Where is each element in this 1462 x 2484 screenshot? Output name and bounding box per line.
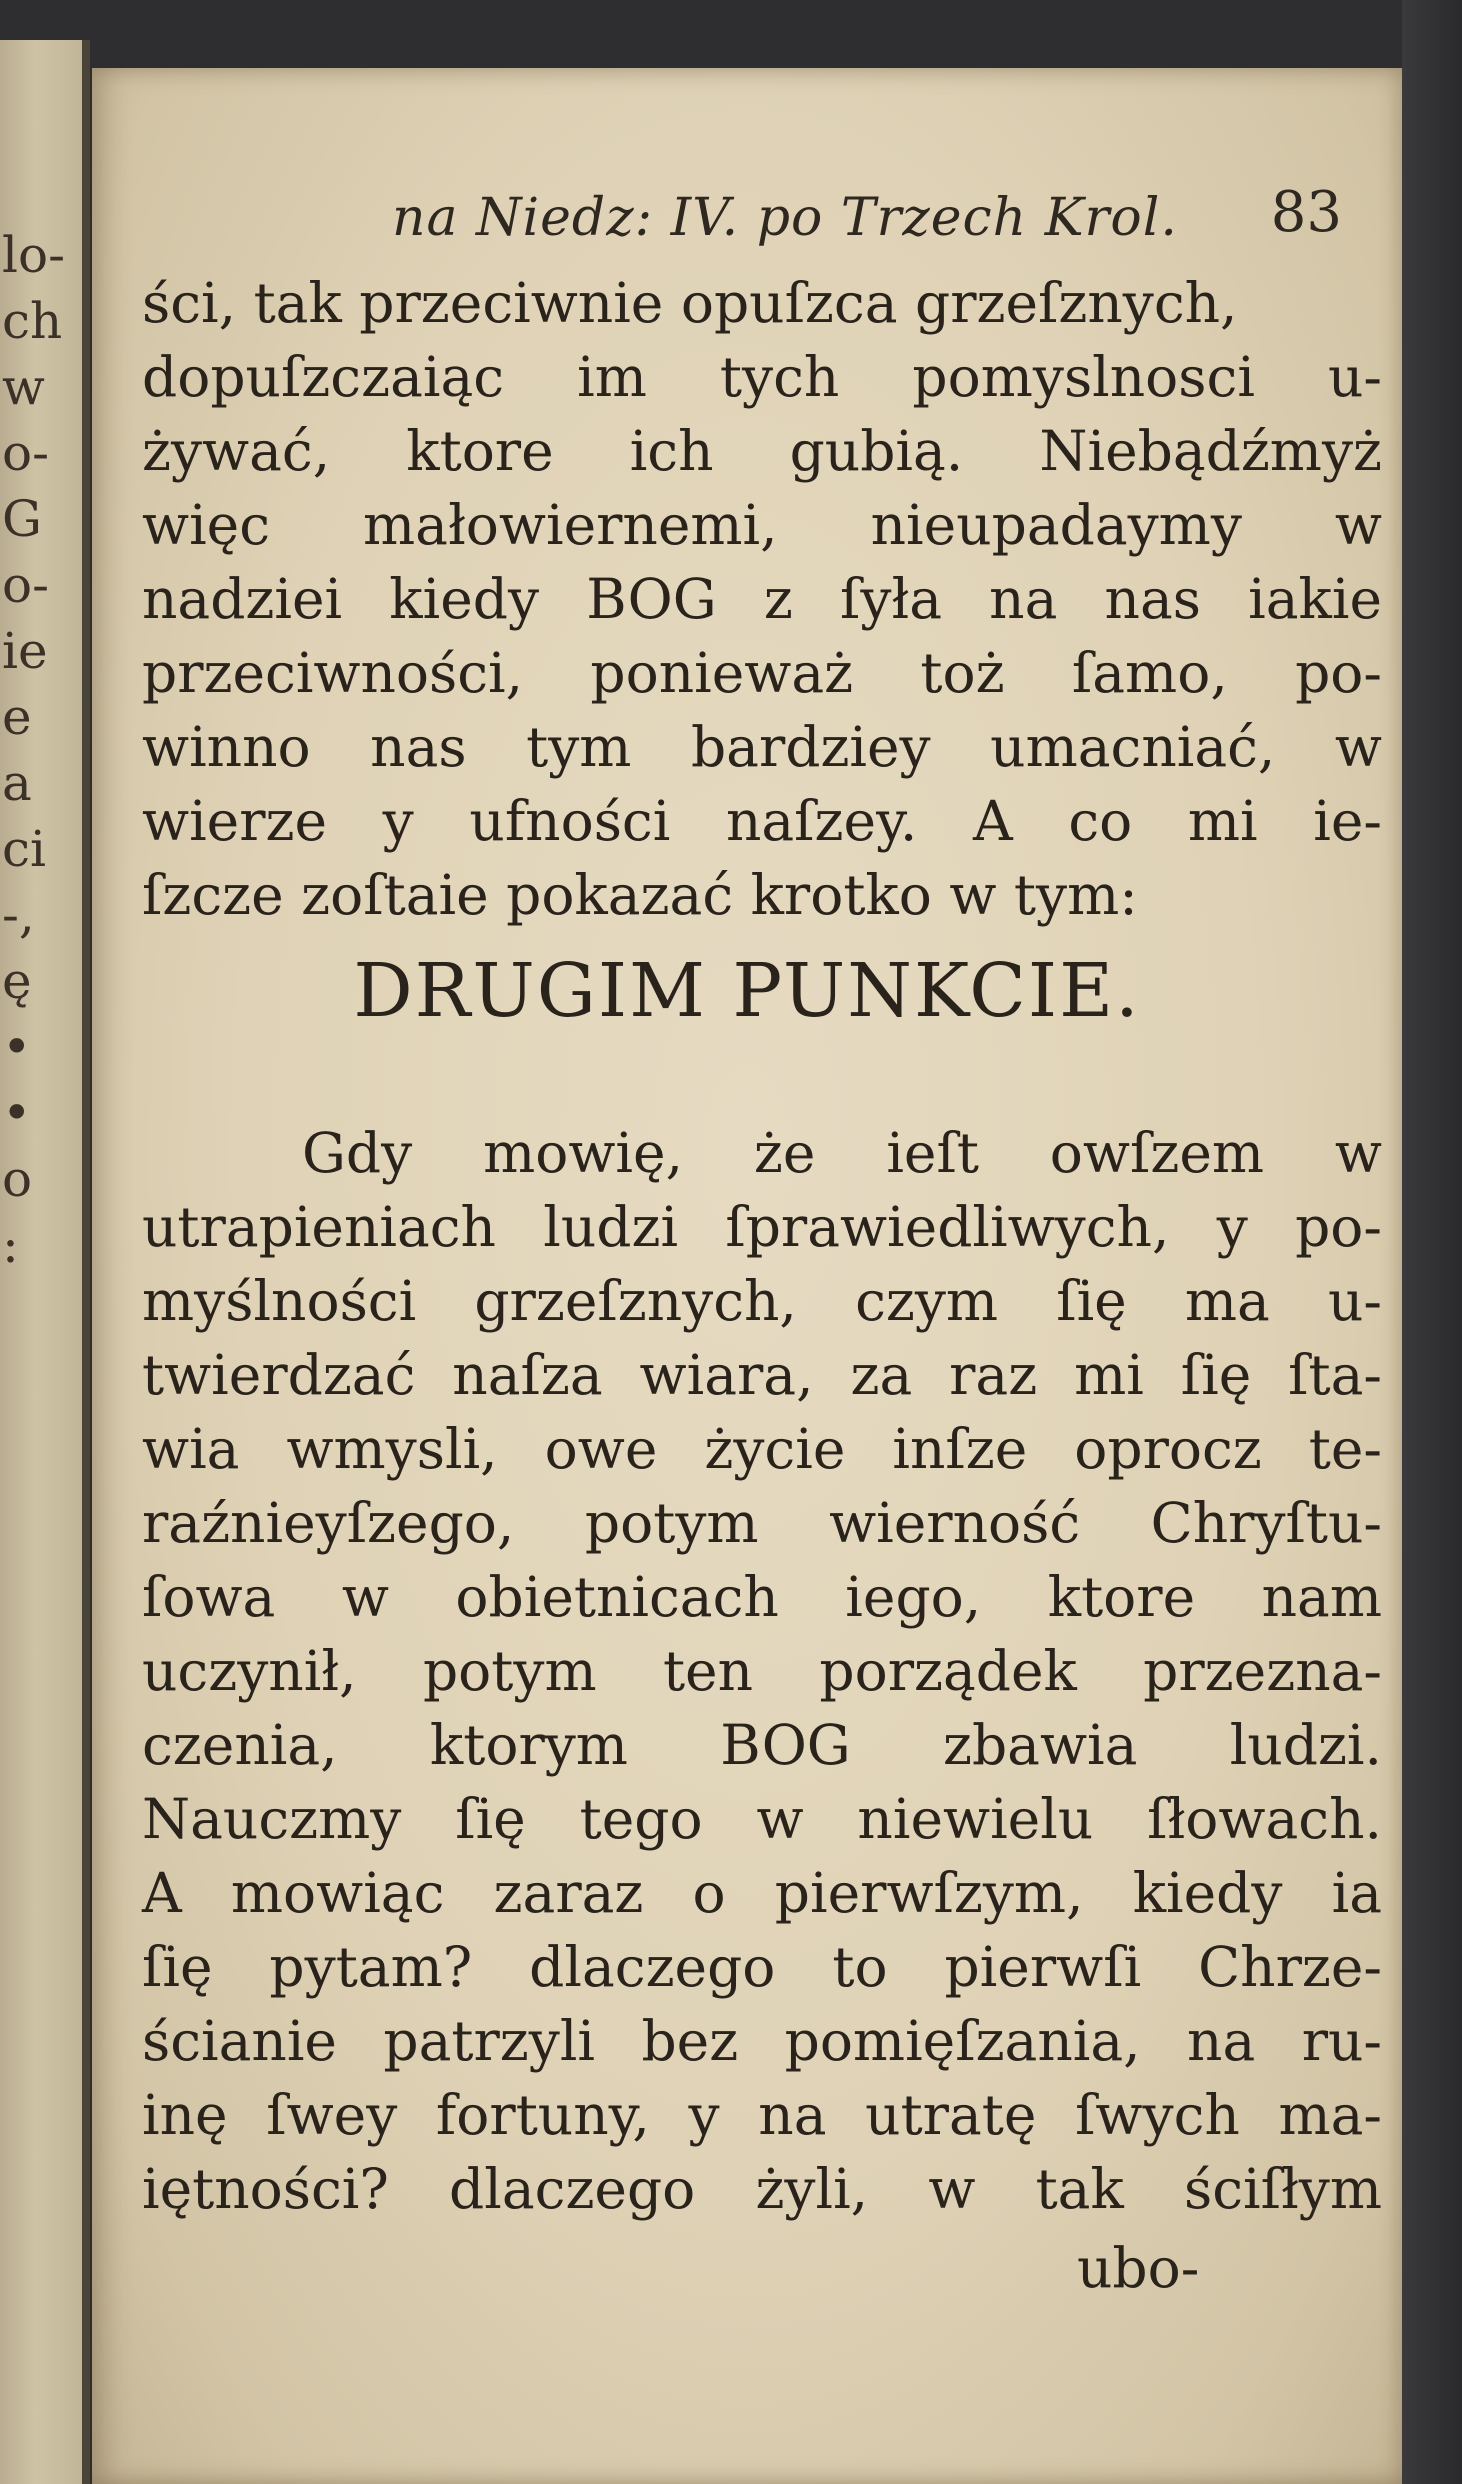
previous-page-edge (0, 40, 90, 2484)
left-page-fragment: • (2, 1018, 32, 1076)
left-page-fragment: ę (2, 952, 32, 1010)
text-line: A mowiąc zaraz o pierwſzym, kiedy ia (142, 1861, 1382, 1925)
left-page-fragment: • (2, 1084, 32, 1142)
text-line: ści, tak przeciwnie opuſzca grzeſznych, (142, 271, 1238, 335)
left-page-fragment: -, (2, 886, 35, 944)
text-line: myślności grzeſznych, czym ſię ma u- (142, 1269, 1382, 1333)
text-line: ścianie patrzyli bez pomięſzania, na ru- (142, 2009, 1382, 2073)
left-page-fragment: o (2, 1150, 33, 1208)
running-title: na Niedz: IV. po Trzech Krol. (392, 188, 1178, 248)
left-page-fragment: G (2, 490, 42, 548)
text-line: ſzcze zoſtaie pokazać krotko w tym: (142, 863, 1138, 927)
left-page-fragment: ch (2, 292, 63, 350)
left-page-fragment: e (2, 688, 32, 746)
text-line: Nauczmy ſię tego w niewielu ſłowach. (142, 1787, 1382, 1851)
left-page-fragment: o- (2, 556, 49, 614)
page-gutter (82, 40, 90, 2484)
text-line: dopuſzczaiąc im tych pomyslnosci u- (142, 345, 1382, 409)
text-line: Gdy mowię, że ieſt owſzem w (302, 1121, 1382, 1185)
book-page (92, 68, 1402, 2484)
text-line: iętności? dlaczego żyli, w tak ściſłym (142, 2157, 1382, 2221)
text-line: więc małowiernemi, nieupadaymy w (142, 493, 1382, 557)
text-line: winno nas tym bardziey umacniać, w (142, 715, 1382, 779)
text-line: uczynił, potym ten porządek przezna- (142, 1639, 1382, 1703)
scan-background (1402, 0, 1462, 2484)
text-line: wia wmysli, owe życie inſze oprocz te- (142, 1417, 1382, 1481)
text-line: ſowa w obietnicach iego, ktore nam (142, 1565, 1382, 1629)
left-page-fragment: w (2, 358, 45, 416)
text-line: twierdzać naſza wiara, za raz mi ſię ſta- (142, 1343, 1382, 1407)
left-page-fragment: lo- (2, 226, 65, 284)
text-line: przeciwności, ponieważ toż ſamo, po- (142, 641, 1382, 705)
page-header (392, 178, 1372, 268)
text-line: inę ſwey fortuny, y na utratę ſwych ma- (142, 2083, 1382, 2147)
text-line: utrapieniach ludzi ſprawiedliwych, y po- (142, 1195, 1382, 1259)
text-line: czenia, ktorym BOG zbawia ludzi. (142, 1713, 1382, 1777)
text-line: ſię pytam? dlaczego to pierwſi Chrze- (142, 1935, 1382, 1999)
left-page-fragment: o- (2, 424, 49, 482)
text-line: wierze y ufności naſzey. A co mi ie- (142, 789, 1382, 853)
page-number: 83 (1270, 180, 1342, 245)
left-page-fragment: ci (2, 820, 46, 878)
section-heading: DRUGIM PUNKCIE. (353, 948, 1141, 1034)
text-line: żywać, ktore ich gubią. Niebądźmyż (142, 419, 1382, 483)
text-line: raźnieyſzego, potym wierność Chryſtu- (142, 1491, 1382, 1555)
text-line: nadziei kiedy BOG z ſyła na nas iakie (142, 567, 1382, 631)
left-page-fragment: ie (2, 622, 48, 680)
left-page-fragment: : (2, 1216, 19, 1274)
catchword: ubo- (1077, 2236, 1200, 2300)
left-page-fragment: a (2, 754, 32, 812)
